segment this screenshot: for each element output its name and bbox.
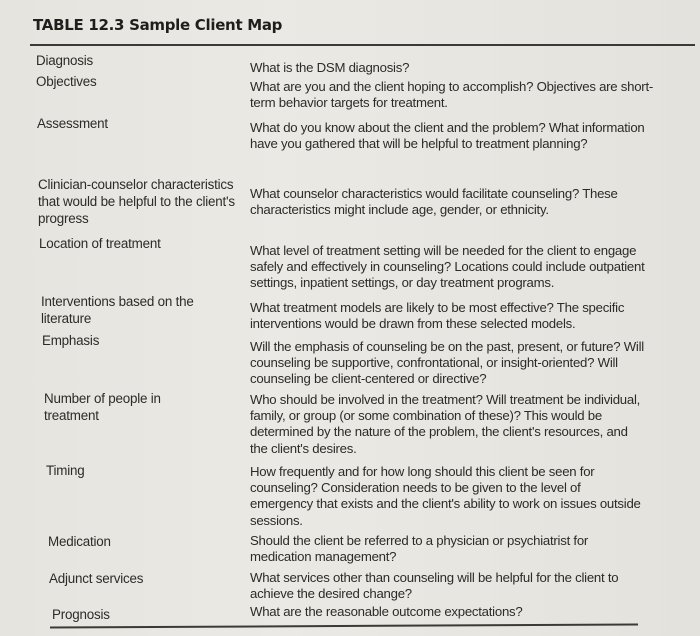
- row-label-timing: Timing: [46, 463, 85, 478]
- row-desc-timing: How frequently and for how long should this client be seen for counseling? Consideration needs to be given to the level of emergency that exists and the client's ability to work on issues outside sessions.: [250, 464, 641, 528]
- row-label-objectives: Objectives: [36, 74, 97, 89]
- row-desc-prognosis: What are the reasonable outcome expectations?: [250, 604, 523, 619]
- row-desc-number-of-people: Who should be involved in the treatment? Will treatment be individual, family, or group (or some combination of these)? This would be determined by the nature of the problem, the client's resources, and the client's desires.: [250, 392, 641, 456]
- row-label-diagnosis: Diagnosis: [36, 53, 93, 68]
- row-label-interventions: Interventions based on the literature: [41, 294, 194, 326]
- row-desc-adjunct-services: What services other than counseling will be helpful for the client to achieve the desired change?: [250, 570, 619, 602]
- row-label-number-of-people: Number of people in treatment: [44, 391, 161, 423]
- row-label-prognosis: Prognosis: [52, 607, 110, 622]
- row-desc-objectives: What are you and the client hoping to accomplish? Objectives are short-term behavior targets for treatment.: [250, 79, 654, 111]
- table-title: TABLE 12.3 Sample Client Map: [33, 16, 283, 34]
- row-desc-diagnosis: What is the DSM diagnosis?: [250, 60, 410, 75]
- row-label-emphasis: Emphasis: [42, 333, 100, 348]
- bottom-rule: [50, 623, 638, 628]
- row-label-location: Location of treatment: [39, 236, 161, 251]
- row-label-assessment: Assessment: [37, 116, 108, 131]
- row-desc-clinician-counselor: What counselor characteristics would facilitate counseling? These characteristics might include age, gender, or ethnicity.: [250, 186, 618, 218]
- row-label-medication: Medication: [48, 534, 111, 549]
- row-label-adjunct-services: Adjunct services: [49, 571, 144, 586]
- row-desc-emphasis: Will the emphasis of counseling be on the past, present, or future? Will counseling be supportive, confrontational, or insight-oriented? Will counseling be client-centered or directive?: [250, 339, 644, 387]
- row-desc-assessment: What do you know about the client and the problem? What information have you gathered that will be helpful to treatment planning?: [250, 120, 645, 152]
- row-desc-interventions: What treatment models are likely to be most effective? The specific interventions would be drawn from these selected models.: [250, 300, 625, 332]
- top-rule: [30, 44, 695, 46]
- row-desc-location: What level of treatment setting will be needed for the client to engage safely and effectively in counseling? Locations could include outpatient settings, inpatient settings, or day treatment programs.: [250, 243, 645, 291]
- row-label-clinician-counselor: Clinician-counselor characteristics that would be helpful to the client's progress: [38, 177, 235, 226]
- row-desc-medication: Should the client be referred to a physician or psychiatrist for medication management?: [250, 533, 589, 565]
